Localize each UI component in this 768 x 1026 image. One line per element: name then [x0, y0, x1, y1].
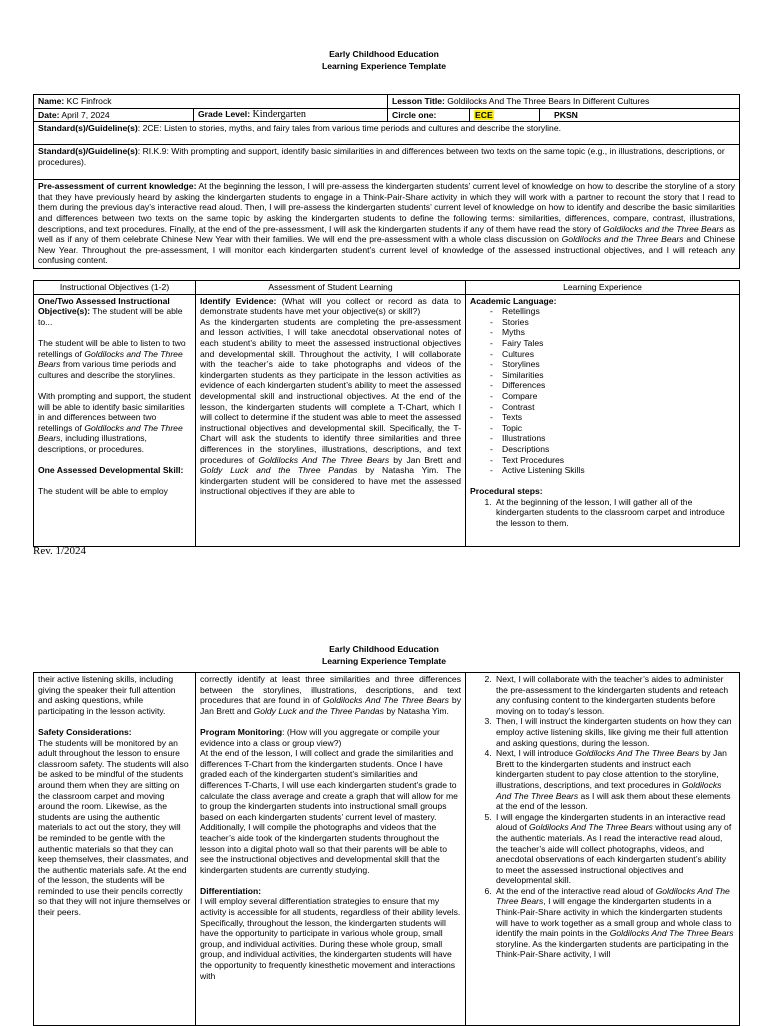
academic-language-label: Academic Language: — [470, 295, 557, 306]
step-4-title-1: Goldilocks And The Three Bears — [575, 748, 700, 759]
column-header-objectives: Instructional Objectives (1-2) — [34, 281, 196, 295]
grade-cell — [194, 108, 388, 122]
academic-term: - Texts — [490, 412, 735, 423]
identify-evidence-title-1: Goldilocks And The Three Bears — [258, 454, 390, 465]
procedural-steps-label: Procedural steps: — [470, 486, 543, 497]
standard-2-label: Standard(s)/Guideline(s) — [38, 146, 138, 157]
academic-term: - Differences — [490, 380, 735, 391]
standard-2-cell — [34, 145, 740, 180]
header-line-1: Early Childhood Education — [329, 644, 439, 654]
step-6-title-1: Goldilocks And The Three Bears — [496, 885, 730, 907]
name-label: Name: — [38, 96, 65, 106]
assessment-cell — [196, 294, 466, 546]
procedural-step-3: 3. Then, I will instruct the kindergarten students on how they can employ active listening skills, like giving me their full attention and asking questions, during the lesson. — [494, 716, 735, 748]
learning-experience-continued-cell — [466, 673, 740, 1026]
objective-2-text-b: including illustrations, descriptions, or procedures. — [38, 433, 147, 454]
safety-label: Safety Considerations: — [38, 726, 132, 737]
objectives-heading: One/Two Assessed Instructional Objective(s): — [38, 295, 170, 317]
academic-language-list — [470, 306, 735, 476]
academic-term: - Retellings — [490, 306, 735, 317]
lesson-title-value: Goldilocks And The Three Bears In Different Cultures — [447, 96, 650, 106]
academic-term: - Topic — [490, 423, 735, 434]
academic-term: - Cultures — [490, 349, 735, 360]
assessment-continued-cell — [196, 673, 466, 1026]
pre-assessment-label: Pre-assessment of current knowledge: — [38, 181, 197, 192]
pre-assessment-title-1: Goldilocks and the Three Bears — [603, 223, 724, 234]
objectives-intro: The student will be able to... — [38, 306, 183, 327]
developmental-skill-continued: their active listening skills, including giving the speaker their full attention and asking questions, while participating in the lesson activity. — [38, 674, 176, 716]
identify-evidence-title-2: Goldy Luck and the Three Pandas — [200, 465, 358, 476]
academic-term: - Active Listening Skills — [490, 465, 735, 476]
assessment-continued-title-2: Goldy Luck and the Three Pandas — [253, 705, 384, 716]
academic-term: - Storylines — [490, 359, 735, 370]
academic-term: - Descriptions — [490, 444, 735, 455]
academic-term: - Fairy Tales — [490, 338, 735, 349]
step-5-title: Goldilocks And The Three Bears — [528, 822, 653, 833]
lesson-title-label: Lesson Title: — [392, 96, 445, 106]
document-header — [0, 48, 768, 72]
pre-assessment-title-2: Goldilocks and the Three Bears — [561, 234, 684, 245]
academic-term: - Myths — [490, 327, 735, 338]
developmental-skill-text: The student will be able to employ — [38, 486, 168, 497]
objective-1 — [38, 338, 191, 380]
safety-text: The students will be monitored by an adult throughout the lesson to ensure classroom safety. The students will also be asked to be mindful of the students around them when they are sitting on the classroom carpet and moving around the room. Likewise, as the students are using the authentic materials to act out the story, they will be reminded to be gentle with the authentic materials so that they can keep themselves, their classmates, and the authentic materials safe. At the end of the lesson, the students will be reminded to use their pencils correctly so that they will not injure themselves or their peers. — [38, 737, 191, 918]
academic-term: - Illustrations — [490, 433, 735, 444]
identify-evidence-label: Identify Evidence: — [200, 295, 277, 306]
step-4-text-a: Next, I will introduce — [496, 748, 576, 759]
developmental-skill-heading: One Assessed Developmental Skill: — [38, 465, 184, 476]
objective-1-text-a: The student will be able to listen to two retellings of — [38, 337, 186, 359]
standard-1-text: : 2CE: Listen to stories, myths, and fairy tales from various time periods and cultures and describe the storyline. — [137, 123, 561, 134]
identify-evidence-text-b: by Jan Brett and — [389, 454, 461, 465]
learning-experience-cell — [466, 294, 740, 546]
assessment-continued-title-1: Goldilocks And The Three Bears — [322, 695, 449, 706]
assessment-continued-c: by Natasha Yim. — [383, 705, 449, 716]
pre-assessment-text-1: At the beginning the lesson, I will pre-assess the kindergarten students’ current level of knowledge on how to describe the storyline of a story that they have previously heard by asking the kindergarten students to engage in a Think-Pair-Share activity in which they will work with a partner to recount the story that I read to them during the previous day’s interactive read aloud. Then, I will pre-assess the kindergarten students’ current level of knowledge on how to identify and describe the basic similarities and differences between two texts on the same topic by asking the kindergarten students to define the following terms: similarities, differences, compare, contrast, illustrations, descriptions, and text procedures. Finally, at the end of the pre-assessment, I will ask the kindergarten students if any of them have read the story of — [38, 181, 736, 234]
assessment-continued-text — [200, 674, 461, 716]
differentiation-text: I will employ several differentiation strategies to ensure that my activity is accessible for all students, regardless of their ability levels. Specifically, throughout the lesson, the kindergarten students will have the opportunity to participate in various whole group, small group, and individual activities. During these whole group, small group, and individual activities, the kindergarten students will have the opportunity to frequently kinesthetic movement and interactions with — [200, 896, 461, 981]
date-cell — [34, 108, 194, 122]
header-line-1: Early Childhood Education — [329, 49, 439, 59]
pre-assessment-text-3: and Chinese New Year. Throughout the pre-assessment, I will monitor each kindergarten student’s current level of knowledge of the assessed instructional objectives, and I will reteach any confusing content. — [38, 234, 736, 266]
circle-label: Circle one: — [392, 109, 437, 120]
date-value: April 7, 2024 — [61, 109, 110, 120]
pre-assessment-text-2: as well as if any of them celebrate Chinese New Year with their families. We will end the pre-assessment with a whole class discussion on — [38, 223, 736, 245]
circle-ece-cell — [470, 108, 540, 122]
date-label: Date: — [38, 109, 60, 120]
info-table — [33, 94, 740, 269]
identify-evidence-text-a: As the kindergarten students are completing the pre-assessment and lesson activities, I will take anecdotal observational notes of each student’s ability to meet the assessed instructional objectives and developmental skill. Throughout the activity, I will collaborate with the teacher’s aide to take photographs and videos of the kindergarten students as they participate in the lesson activities as evidence of each kindergarten student’s ability to meet the assessed developmental skill and instructional objectives. At the end of the lesson, the kindergarten students will complete a T-Chart, which I will collect to determine if the student was able to meet the assessed instructional objectives and developmental skill. Specifically, the T-Chart will ask the students to identify three similarities and three differences in the storylines, illustrations, descriptions, and text procedures of — [200, 316, 461, 465]
objective-2-text-a: With prompting and support, the student will be able to identify basic similarities in and differences between two retellings of — [38, 390, 191, 433]
procedural-steps-list — [470, 497, 735, 529]
objectives-cell — [34, 294, 196, 546]
procedural-step-5 — [494, 812, 735, 886]
lesson-table-page-1 — [33, 280, 740, 547]
identify-evidence-question: (What will you collect or record as data to demonstrate students have met your objective(s) or skill?) — [200, 295, 461, 317]
objective-1-text-b: from various time periods and cultures and describe the storylines. — [38, 359, 177, 380]
differentiation-label: Differentiation: — [200, 885, 262, 896]
academic-term: - Contrast — [490, 402, 735, 413]
objective-1-title: Goldilocks and The Three Bears — [38, 348, 183, 370]
program-monitoring-label: Program Monitoring — [200, 726, 283, 737]
step-6-title-2: Goldilocks And The Three Bears — [609, 928, 734, 939]
revision-note: Rev. 1/2024 — [33, 545, 87, 557]
step-5-text-a: I will engage the kindergarten students in an interactive read aloud of — [496, 811, 726, 833]
document-header-page-2 — [0, 643, 768, 667]
name-value: KC Finfrock — [66, 96, 112, 106]
standard-1-cell — [34, 122, 740, 145]
step-6-text-c: storyline. As the kindergarten students are participating in the Think-Pair-Share activity, I will — [496, 938, 729, 960]
academic-term: - Stories — [490, 317, 735, 328]
header-line-2: Learning Experience Template — [321, 656, 446, 666]
step-6-text-a: At the end of the interactive read aloud of — [496, 885, 656, 896]
identify-evidence-text-c: by Natasha Yim. The kindergarten student will be considered to have met the assessed instructional objectives if they are able to — [200, 465, 461, 497]
lesson-table-page-2 — [33, 672, 740, 1026]
lesson-title-cell — [388, 95, 740, 109]
grade-label: Grade Level: — [198, 108, 251, 119]
program-monitoring-text: At the end of the lesson, I will collect and grade the similarities and differences T-Chart from the kindergarten students. Once I have graded each of the kindergarten student’s similarities and differences T-Charts, I will use each kindergarten student’s grade to calculate the class average and create a graph that will allow for me to group the kindergarten students into instructional small groups based on each kindergarten students’ current level of mastery. Additionally, I will compile the photographs and videos that the teacher’s aide took of the kindergarten students throughout the lesson into a digital photo wall so that their parents will be able to see the instructional objectives and developmental skill that the kindergarten students are currently studying. — [200, 748, 458, 875]
procedural-step-4 — [494, 748, 735, 812]
step-4-text-b: by Jan Brett to the kindergarten students and instruct each kindergarten student to pay close attention to the storyline, illustrations, descriptions, and text procedures in — [496, 748, 727, 790]
assessment-continued-a: correctly identify at least three similarities and three differences between the storylines, illustrations, descriptions, and text procedures that are found in of — [200, 674, 461, 706]
assessment-continued-b: by Jan Brett and — [200, 695, 461, 716]
program-monitoring-question: : (How will you aggregate or compile your evidence into a class or group view?) — [200, 726, 440, 748]
objective-2-title: Goldilocks and The Three Bears, — [38, 422, 183, 444]
circle-pksn: PKSN — [554, 109, 578, 120]
objectives-continued-cell — [34, 673, 196, 1026]
procedural-steps-continued — [470, 674, 735, 960]
column-header-assessment: Assessment of Student Learning — [196, 281, 466, 295]
name-cell — [34, 95, 388, 109]
grade-value: Kindergarten — [252, 108, 307, 120]
pre-assessment-cell — [34, 180, 740, 269]
step-6-text-b: , I will engage the kindergarten students in a Think-Pair-Share activity in which the kindergarten students will have to work together as a small group and whole class to identify the main points in the — [496, 896, 732, 939]
academic-term: - Similarities — [490, 370, 735, 381]
circle-cell — [388, 108, 470, 122]
standard-2-text: : RI.K.9: With prompting and support, identify basic similarities in and differences between two texts on the same topic (e.g., in illustrations, descriptions, or procedures). — [38, 146, 725, 167]
header-line-2: Learning Experience Template — [321, 61, 446, 71]
procedural-step: 1. At the beginning of the lesson, I will gather all of the kindergarten students to the classroom carpet and introduce the lesson to them. — [494, 497, 735, 529]
academic-term: - Compare — [490, 391, 735, 402]
procedural-step-2: 2. Next, I will collaborate with the teacher’s aides to administer the pre-assessment to the kindergarten students and reteach any confusing content to the kindergarten students before moving on to today’s lesson. — [494, 674, 735, 716]
standard-1-label: Standard(s)/Guideline(s) — [38, 123, 138, 134]
academic-term: - Text Procedures — [490, 455, 735, 466]
circle-ece: ECE — [475, 109, 493, 120]
step-4-title-2: Goldilocks And The Three Bears — [496, 779, 722, 801]
objective-2 — [38, 391, 191, 455]
procedural-step-6 — [494, 886, 735, 960]
step-4-text-c: as I will ask them about these elements at the end of the lesson. — [496, 790, 731, 812]
circle-pksn-cell — [540, 108, 740, 122]
column-header-experience: Learning Experience — [466, 281, 740, 295]
step-5-text-b: without using any of the authentic materials. As I read the interactive read aloud, the teacher’s aide will collect photographs, videos, and anecdotal observations of each kindergarten student’s ability to meet the assessed instructional objectives and developmental skill. — [496, 822, 732, 886]
